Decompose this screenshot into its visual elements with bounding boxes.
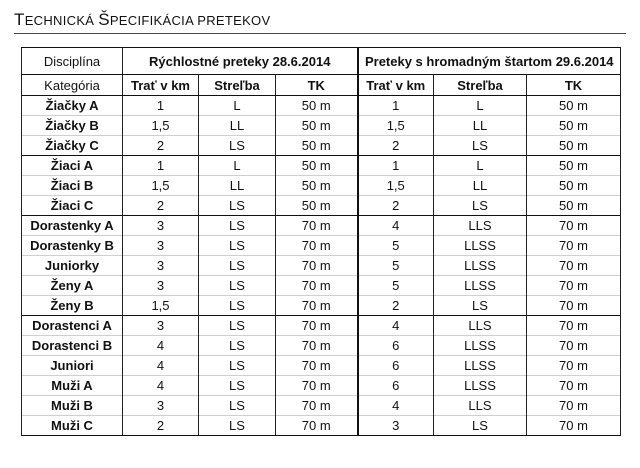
race1-track-cell: 4 [123,356,199,376]
table-row [22,316,621,336]
table-row [22,256,621,276]
race2-track-cell: 1,5 [358,176,434,196]
race1-track-cell: 3 [123,256,199,276]
race1-tk-cell: 70 m [276,216,358,236]
race2-track-cell: 1,5 [358,116,434,136]
race2-title: Preteky s hromadným štartom 29.6.2014 [358,48,621,75]
discipline-label: Disciplína [22,48,123,75]
race2-track-cell: 5 [358,276,434,296]
race1-track-cell: 4 [123,376,199,396]
category-name: Ženy A [22,276,123,296]
race2-track-cell: 4 [358,316,434,336]
race2-shooting-cell: LLS [434,316,527,336]
race1-shooting-header: Streľba [199,75,276,96]
race1-shooting-cell: LS [199,136,276,156]
race2-tk-cell: 50 m [527,136,621,156]
race1-title: Rýchlostné preteky 28.6.2014 [123,48,358,75]
race1-shooting-cell: LS [199,216,276,236]
table-row [22,396,621,416]
race2-tk-cell: 70 m [527,316,621,336]
table-row [22,356,621,376]
race1-shooting-cell: LL [199,116,276,136]
page-title: TECHNICKÁ ŠPECIFIKÁCIA PRETEKOV [14,10,271,29]
race2-tk-cell: 70 m [527,376,621,396]
race2-shooting-cell: LLSS [434,256,527,276]
race2-tk-cell: 70 m [527,276,621,296]
race2-shooting-cell: LS [434,136,527,156]
specification-table [21,47,621,436]
race2-shooting-header: Streľba [434,75,527,96]
race1-track-cell: 2 [123,416,199,436]
race2-tk-cell: 50 m [527,176,621,196]
race1-shooting-cell: LS [199,256,276,276]
race2-shooting-cell: LLSS [434,236,527,256]
race2-shooting-cell: LL [434,176,527,196]
race2-shooting-cell: LLSS [434,336,527,356]
race2-track-cell: 5 [358,256,434,276]
table-row [22,376,621,396]
table-row [22,276,621,296]
race2-shooting-cell: LS [434,296,527,316]
race2-track-cell: 6 [358,336,434,356]
race1-shooting-cell: LL [199,176,276,196]
race2-shooting-cell: LS [434,416,527,436]
race1-shooting-cell: LS [199,336,276,356]
race1-shooting-cell: LS [199,276,276,296]
table-row [22,416,621,436]
category-name: Žiaci B [22,176,123,196]
race1-tk-cell: 70 m [276,356,358,376]
race1-tk-cell: 70 m [276,236,358,256]
race1-track-cell: 3 [123,216,199,236]
category-name: Žiaci C [22,196,123,216]
race1-track-cell: 1,5 [123,296,199,316]
table-row [22,176,621,196]
race2-tk-cell: 70 m [527,356,621,376]
race2-track-cell: 5 [358,236,434,256]
race2-shooting-cell: LL [434,116,527,136]
race1-shooting-cell: L [199,96,276,116]
race1-tk-header: TK [276,75,358,96]
table-row [22,216,621,236]
race1-shooting-cell: LS [199,316,276,336]
race2-tk-cell: 70 m [527,216,621,236]
race1-shooting-cell: LS [199,236,276,256]
race2-tk-cell: 70 m [527,296,621,316]
race1-tk-cell: 50 m [276,96,358,116]
race2-track-cell: 4 [358,396,434,416]
race1-shooting-cell: L [199,156,276,176]
race1-tk-cell: 50 m [276,176,358,196]
category-name: Muži B [22,396,123,416]
race2-tk-cell: 50 m [527,96,621,116]
race2-tk-cell: 50 m [527,156,621,176]
race1-track-cell: 1,5 [123,176,199,196]
race1-shooting-cell: LS [199,356,276,376]
header-row-columns [22,75,621,96]
race1-track-cell: 1 [123,156,199,176]
race1-shooting-cell: LS [199,296,276,316]
table-row [22,96,621,116]
race2-tk-cell: 70 m [527,336,621,356]
race1-tk-cell: 70 m [276,276,358,296]
category-label: Kategória [22,75,123,96]
table-row [22,296,621,316]
race1-track-cell: 2 [123,196,199,216]
race1-tk-cell: 70 m [276,256,358,276]
race2-shooting-cell: LLS [434,396,527,416]
category-name: Dorastenky B [22,236,123,256]
race1-tk-cell: 70 m [276,396,358,416]
race1-track-cell: 3 [123,236,199,256]
race2-tk-cell: 70 m [527,236,621,256]
table-row [22,196,621,216]
race2-shooting-cell: LLSS [434,356,527,376]
race2-tk-cell: 70 m [527,256,621,276]
race2-shooting-cell: L [434,156,527,176]
race2-tk-cell: 70 m [527,396,621,416]
race2-track-cell: 1 [358,96,434,116]
race1-tk-cell: 70 m [276,376,358,396]
race1-tk-cell: 50 m [276,116,358,136]
category-name: Dorastenci A [22,316,123,336]
race1-track-cell: 2 [123,136,199,156]
category-name: Žiačky C [22,136,123,156]
race2-track-cell: 4 [358,216,434,236]
category-name: Žiačky B [22,116,123,136]
table-row [22,116,621,136]
race1-track-cell: 3 [123,396,199,416]
header-row-discipline [22,48,621,75]
race2-track-cell: 6 [358,356,434,376]
table-row [22,336,621,356]
category-name: Ženy B [22,296,123,316]
race1-tk-cell: 70 m [276,416,358,436]
race2-track-cell: 2 [358,196,434,216]
race1-track-cell: 1,5 [123,116,199,136]
race2-shooting-cell: LLSS [434,276,527,296]
category-name: Dorastenky A [22,216,123,236]
race2-shooting-cell: LLSS [434,376,527,396]
race1-track-cell: 1 [123,96,199,116]
race2-track-cell: 6 [358,376,434,396]
title-underline [14,33,626,34]
category-name: Muži A [22,376,123,396]
race2-shooting-cell: LS [434,196,527,216]
race1-tk-cell: 70 m [276,336,358,356]
table-row [22,236,621,256]
race1-shooting-cell: LS [199,416,276,436]
race2-track-cell: 1 [358,156,434,176]
table-row [22,136,621,156]
race2-track-cell: 2 [358,296,434,316]
race1-track-cell: 3 [123,276,199,296]
race2-track-cell: 3 [358,416,434,436]
race2-tk-header: TK [527,75,621,96]
category-name: Žiaci A [22,156,123,176]
race2-track-cell: 2 [358,136,434,156]
race1-tk-cell: 50 m [276,136,358,156]
race2-shooting-cell: L [434,96,527,116]
race1-track-header: Trať v km [123,75,199,96]
race2-tk-cell: 50 m [527,196,621,216]
race1-shooting-cell: LS [199,196,276,216]
category-name: Žiačky A [22,96,123,116]
race2-tk-cell: 70 m [527,416,621,436]
race2-tk-cell: 50 m [527,116,621,136]
category-name: Juniori [22,356,123,376]
table-row [22,156,621,176]
race2-track-header: Trať v km [358,75,434,96]
race1-shooting-cell: LS [199,396,276,416]
race1-tk-cell: 70 m [276,296,358,316]
race1-track-cell: 4 [123,336,199,356]
category-name: Muži C [22,416,123,436]
race2-shooting-cell: LLS [434,216,527,236]
race1-tk-cell: 50 m [276,196,358,216]
race1-tk-cell: 50 m [276,156,358,176]
category-name: Dorastenci B [22,336,123,356]
category-name: Juniorky [22,256,123,276]
race1-shooting-cell: LS [199,376,276,396]
race1-track-cell: 3 [123,316,199,336]
race1-tk-cell: 70 m [276,316,358,336]
